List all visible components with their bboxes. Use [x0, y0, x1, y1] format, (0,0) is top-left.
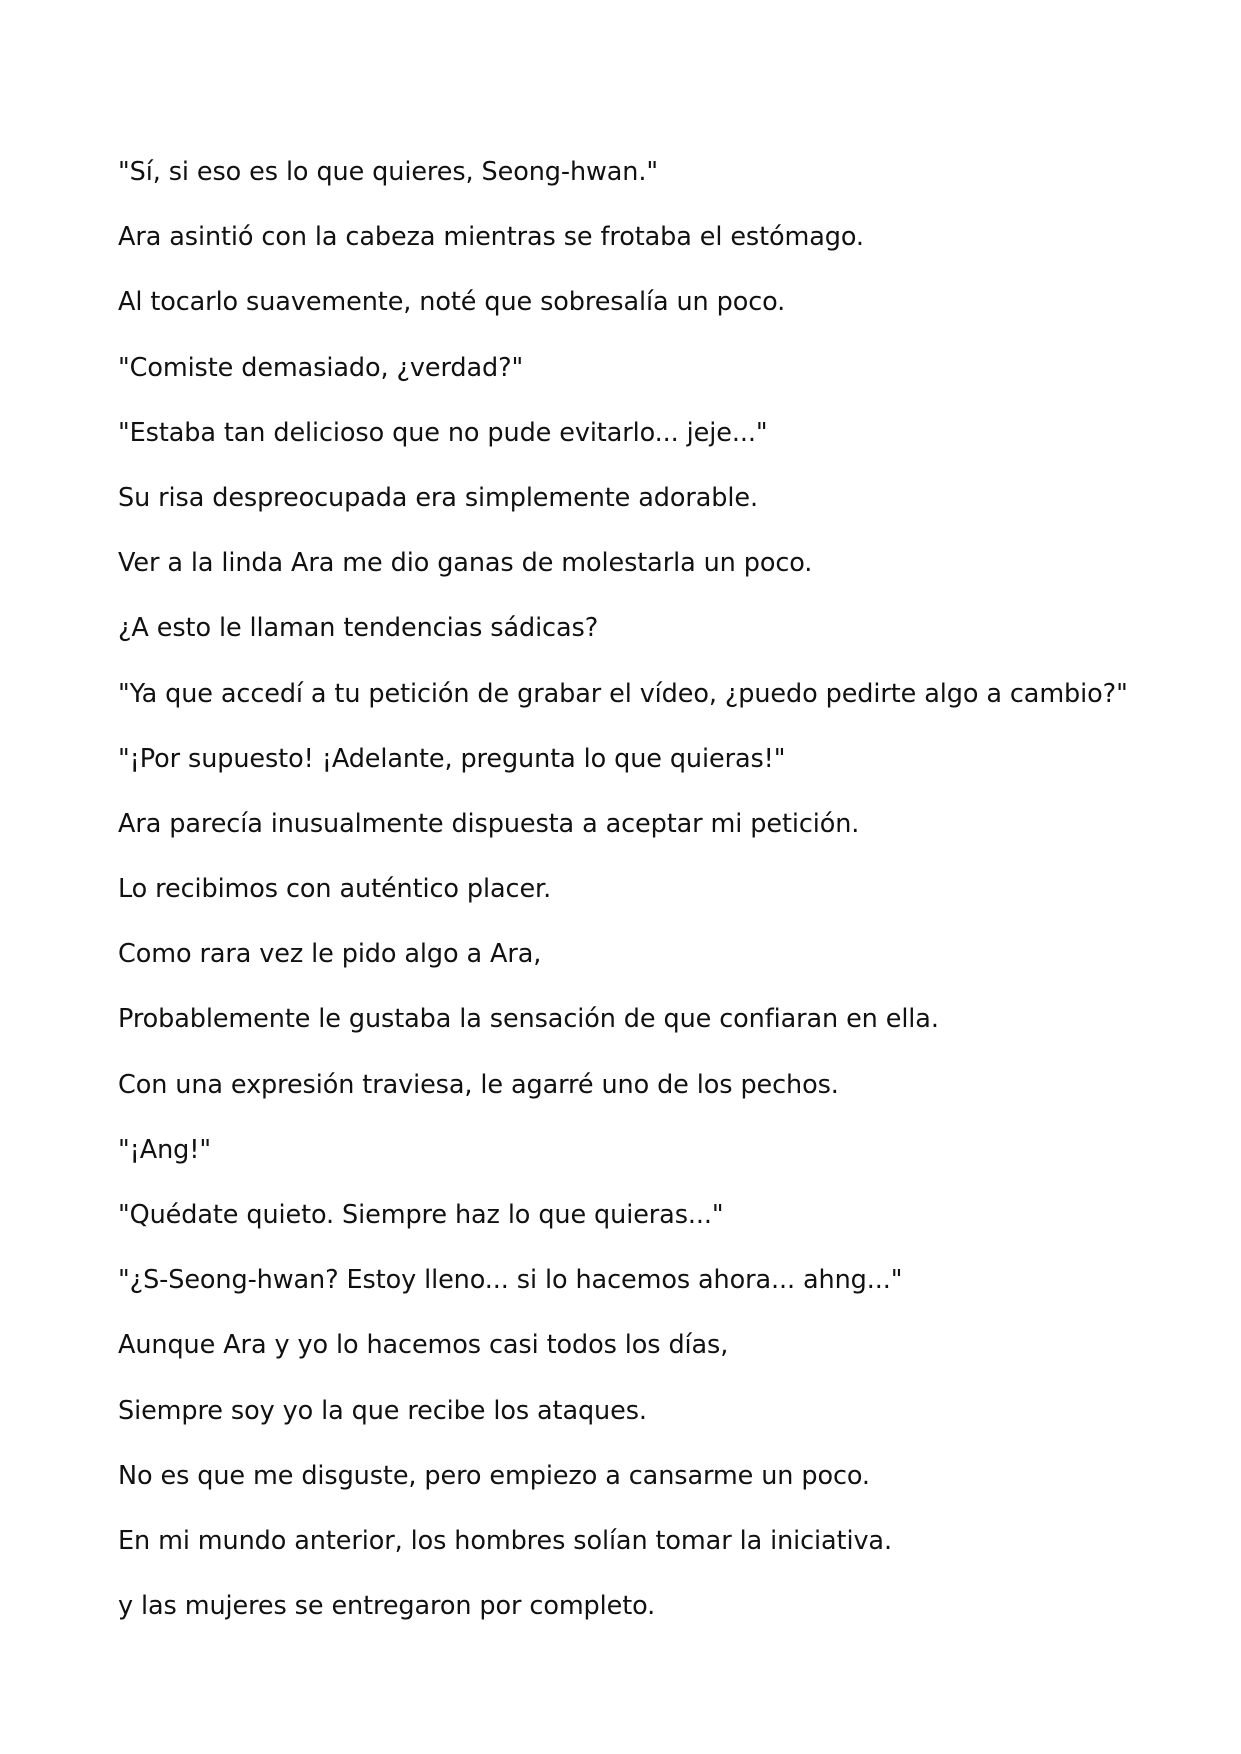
- paragraph: Siempre soy yo la que recibe los ataques.: [118, 1395, 647, 1426]
- paragraph: Ara parecía inusualmente dispuesta a aceptar mi petición.: [118, 808, 860, 839]
- paragraph: "Sí, si eso es lo que quieres, Seong-hwan.": [118, 157, 658, 187]
- paragraph: y las mujeres se entregaron por completo.: [118, 1591, 656, 1622]
- paragraph: "Quédate quieto. Siempre haz lo que quieras...": [118, 1200, 724, 1230]
- paragraph: "¡Por supuesto! ¡Adelante, pregunta lo que quieras!": [118, 743, 786, 774]
- paragraph: ¿A esto le llaman tendencias sádicas?: [118, 613, 599, 644]
- paragraph: Su risa despreocupada era simplemente adorable.: [118, 482, 758, 513]
- paragraph: Aunque Ara y yo lo hacemos casi todos los días,: [118, 1330, 729, 1361]
- paragraph: No es que me disguste, pero empiezo a cansarme un poco.: [118, 1460, 870, 1491]
- paragraph: Al tocarlo suavemente, noté que sobresalía un poco.: [118, 287, 786, 318]
- paragraph: "Estaba tan delicioso que no pude evitarlo... jeje...": [118, 417, 768, 448]
- paragraph: Ver a la linda Ara me dio ganas de molestarla un poco.: [118, 548, 813, 579]
- paragraph: Probablemente le gustaba la sensación de que confiaran en ella.: [118, 1004, 939, 1035]
- paragraph: "Comiste demasiado, ¿verdad?": [118, 352, 524, 383]
- paragraph: Como rara vez le pido algo a Ara,: [118, 939, 542, 970]
- text-body: [118, 155, 1178, 1654]
- paragraph: "¿S-Seong-hwan? Estoy lleno... si lo hacemos ahora... ahng...": [118, 1265, 903, 1296]
- paragraph: Ara asintió con la cabeza mientras se frotaba el estómago.: [118, 222, 864, 253]
- paragraph: Con una expresión traviesa, le agarré uno de los pechos.: [118, 1069, 839, 1100]
- paragraph: En mi mundo anterior, los hombres solían tomar la iniciativa.: [118, 1525, 892, 1556]
- paragraph: Lo recibimos con auténtico placer.: [118, 874, 552, 905]
- paragraph: "Ya que accedí a tu petición de grabar el vídeo, ¿puedo pedirte algo a cambio?": [118, 678, 1128, 709]
- paragraph: "¡Ang!": [118, 1134, 211, 1165]
